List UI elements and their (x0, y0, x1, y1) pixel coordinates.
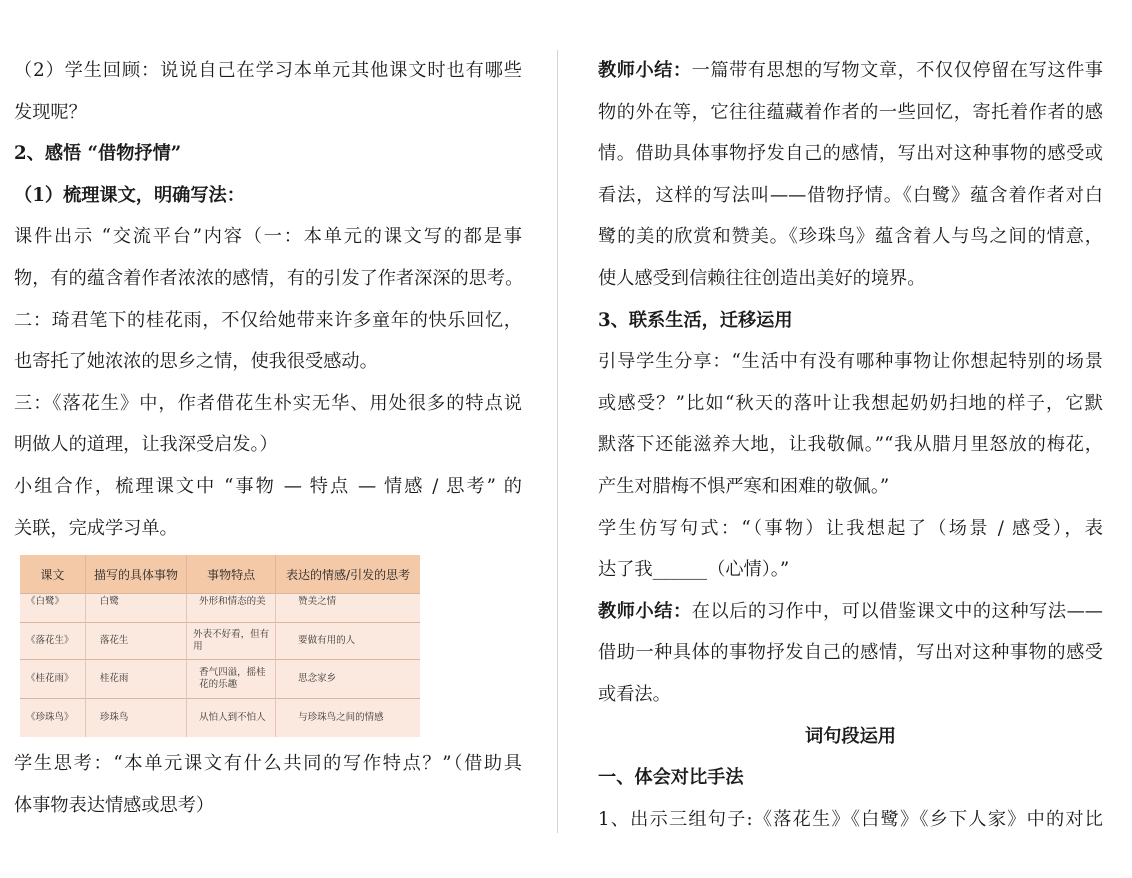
table-cell: 《珍珠鸟》 (20, 699, 85, 738)
table-header-cell: 表达的情感/引发的思考 (276, 555, 420, 594)
paragraph-line: 物的外在等，它往往蕴藏着作者的一些回忆，寄托着作者的感 (598, 101, 1103, 123)
paragraph-line: 明做人的道理，让我深受启发。） (14, 434, 278, 456)
paragraph-text: 一篇带有思想的写物文章，不仅仅停留在写这件事 (691, 60, 1103, 81)
paragraph-line: 引导学生分享：“生活中有没有哪种事物让你想起特别的场景 (598, 351, 1103, 373)
table-header-row (20, 555, 420, 594)
column-divider (557, 50, 558, 833)
paragraph-line: 默落下还能滋养大地，让我敬佩。”“我从腊月里怒放的梅花， (598, 434, 1103, 456)
table-cell: 香气四溢，摇桂花的乐趣 (187, 660, 276, 699)
table-cell: 与珍珠鸟之间的情感 (276, 699, 420, 738)
paragraph-text: 在以后的习作中，可以借鉴课文中的这种写法—— (691, 600, 1103, 622)
worksheet-table (20, 555, 420, 737)
paragraph-line: 或感受？”比如“秋天的落叶让我想起奶奶扫地的样子，它默 (598, 392, 1103, 414)
table-row (20, 699, 420, 738)
paragraph-line: 使人感受到信赖往往创造出美好的境界。 (598, 267, 926, 289)
paragraph-line: 物，有的蕴含着作者浓浓的感情，有的引发了作者深深的思考。 (14, 267, 524, 289)
table-cell: 《桂花雨》 (20, 660, 85, 699)
section-heading: 一、体会对比手法 (598, 767, 744, 789)
table-cell: 《白鹭》 (20, 594, 85, 623)
left-column (14, 50, 522, 826)
table-cell: 要做有用的人 (276, 623, 420, 660)
paragraph-line: 学生思考：“本单元课文有什么共同的写作特点？”（借助具 (14, 753, 522, 775)
paragraph-line: 三：《落花生》中，作者借花生朴实无华、用处很多的特点说 (14, 392, 522, 414)
section-heading: 2、感悟 “借物抒情” (14, 143, 182, 165)
paragraph-line: 鹭的美的欣赏和赞美。《珍珠鸟》蕴含着人与鸟之间的情意， (598, 226, 1103, 248)
worksheet-table-image (20, 555, 420, 737)
table-header-cell: 事物特点 (187, 555, 276, 594)
paragraph-line: 或看法。 (598, 683, 671, 705)
paragraph-line: 达了我______（心情）。” (598, 559, 790, 581)
table-cell: 赞美之情 (276, 594, 420, 623)
paragraph-line: 体事物表达情感或思考） (14, 794, 215, 816)
section-heading: 3、联系生活，迁移运用 (598, 309, 793, 331)
table-row (20, 594, 420, 623)
table-row (20, 623, 420, 660)
paragraph-line: 小组合作，梳理课文中 “事物 — 特点 — 情感 / 思考” 的 (14, 475, 522, 497)
paragraph-line: （2）学生回顾：说说自己在学习本单元其他课文时也有哪些 (14, 60, 522, 81)
table-header-cell: 课文 (20, 555, 85, 594)
paragraph-line: 产生对腊梅不惧严寒和困难的敬佩。” (598, 475, 890, 497)
table-cell: 思念家乡 (276, 660, 420, 699)
table-cell: 《落花生》 (20, 623, 85, 660)
table-cell: 从怕人到不怕人 (187, 699, 276, 738)
table-cell: 落花生 (85, 623, 186, 660)
paragraph-line: 借助一种具体的事物抒发自己的感情，写出对这种事物的感受 (598, 642, 1103, 664)
paragraph-line: 课件出示 “交流平台”内容（一：本单元的课文写的都是事 (14, 226, 522, 248)
table-row (20, 660, 420, 699)
teacher-summary-label: 教师小结： (598, 600, 692, 622)
section-title: 词句段运用 (805, 725, 896, 747)
teacher-summary-label: 教师小结： (598, 60, 692, 81)
paragraph-line: 情。借助具体事物抒发自己的感情，写出对这种事物的感受或 (598, 143, 1103, 165)
paragraph-line: 发现呢？ (14, 101, 87, 123)
paragraph-line (598, 50, 1103, 92)
paragraph-line: 关联，完成学习单。 (14, 517, 178, 539)
table-header-cell: 描写的具体事物 (85, 555, 186, 594)
table-cell: 外形和情态的美 (187, 594, 276, 623)
paragraph-line: 学生仿写句式：“（事物）让我想起了（场景 / 感受），表 (598, 517, 1103, 539)
subsection-heading: （1）梳理课文，明确写法： (14, 184, 245, 206)
paragraph-line: 二：琦君笔下的桂花雨，不仅给她带来许多童年的快乐回忆， (14, 309, 522, 331)
paragraph-line (598, 591, 1103, 633)
table-cell: 桂花雨 (85, 660, 186, 699)
table-cell: 白鹭 (85, 594, 186, 623)
table-cell: 珍珠鸟 (85, 699, 186, 738)
paragraph-line: 看法，这样的写法叫——借物抒情。《白鹭》蕴含着作者对白 (598, 184, 1103, 206)
right-column (598, 50, 1103, 840)
paragraph-line: 1、出示三组句子:《落花生》《白鹭》《乡下人家》中的对比 (598, 808, 1103, 830)
table-cell: 外表不好看，但有用 (187, 623, 276, 660)
paragraph-line: 也寄托了她浓浓的思乡之情，使我很受感动。 (14, 351, 378, 373)
